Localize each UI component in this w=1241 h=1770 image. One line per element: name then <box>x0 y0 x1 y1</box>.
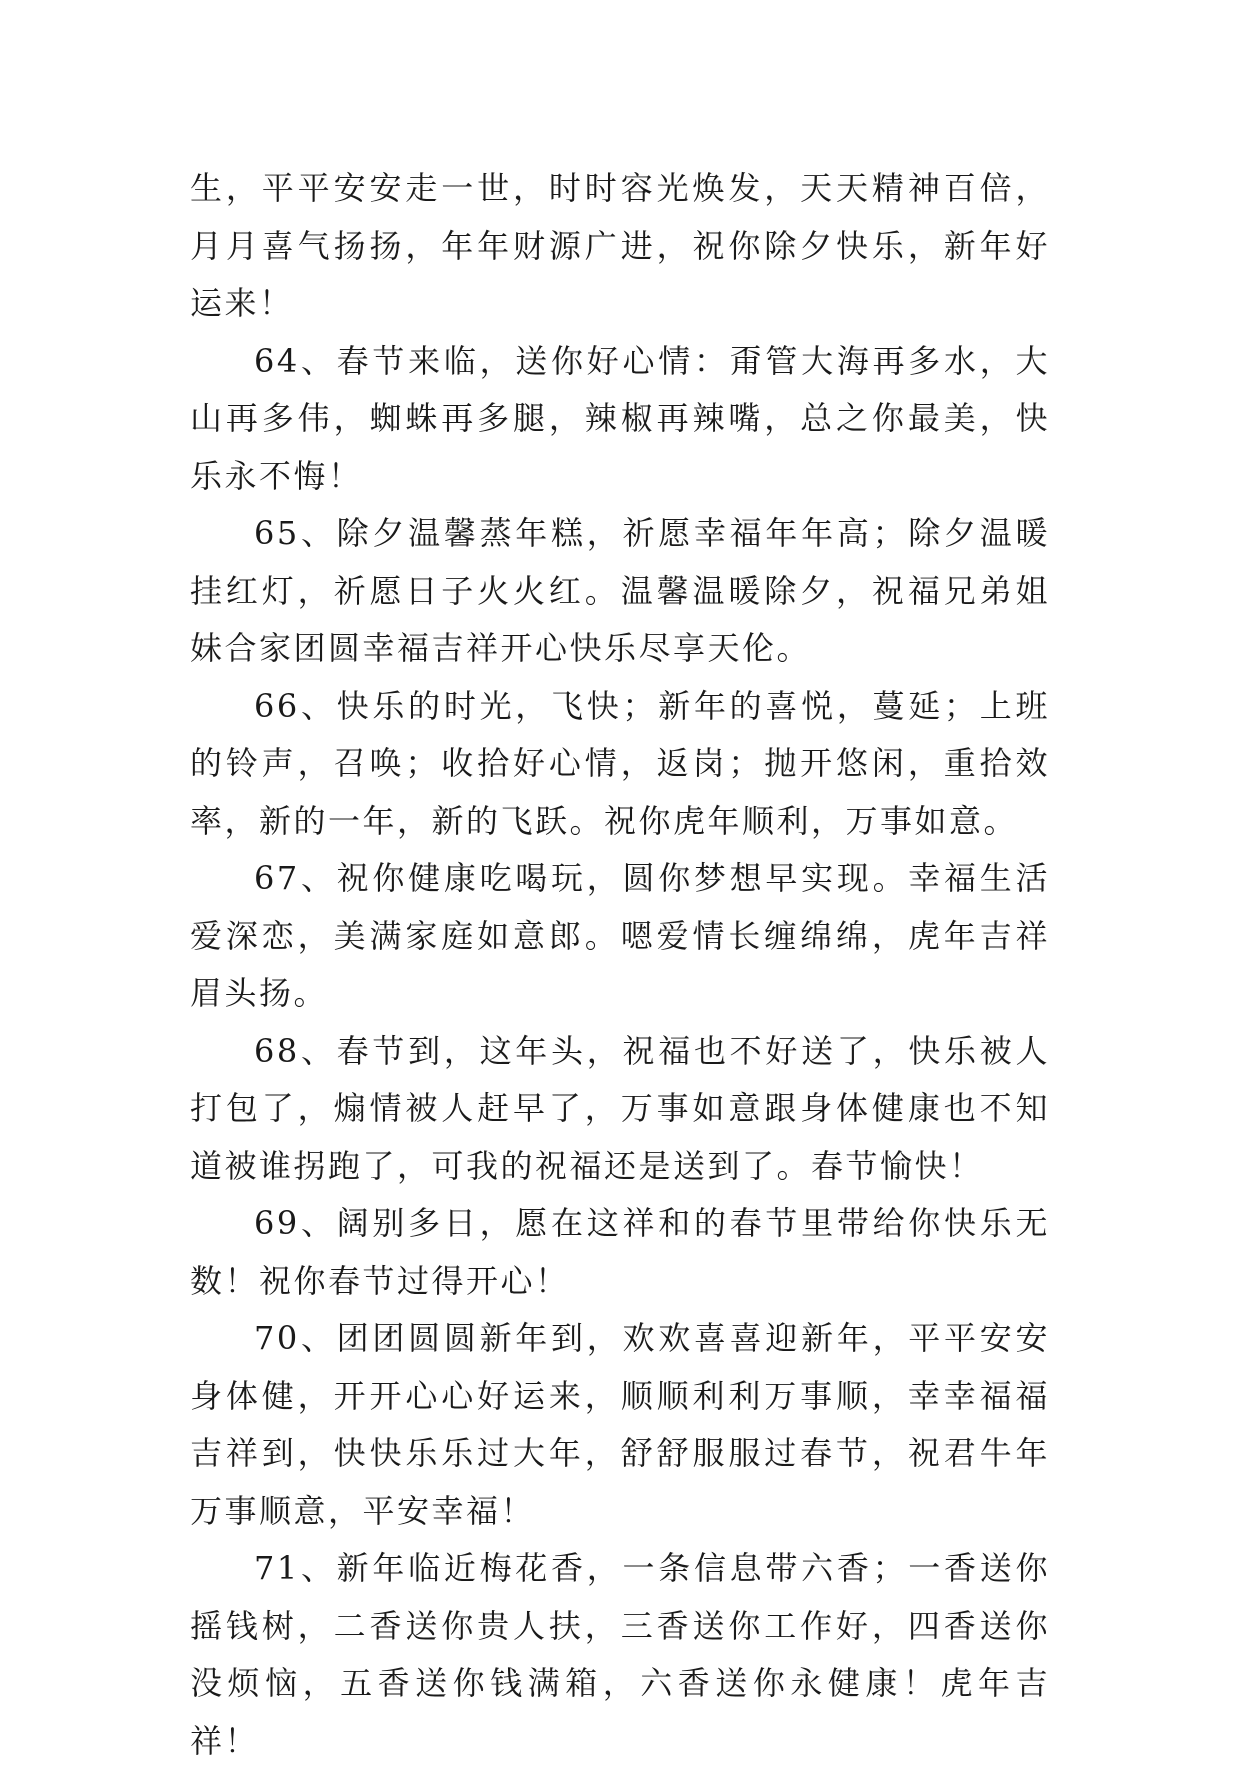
paragraph-69: 69、阔别多日，愿在这祥和的春节里带给你快乐无数！祝你春节过得开心！ <box>190 1204 1050 1300</box>
document-body <box>190 160 1050 1770</box>
paragraph-68: 68、春节到，这年头，祝福也不好送了，快乐被人打包了，煽情被人赶早了，万事如意跟身体健康也不知道被谁拐跑了，可我的祝福还是送到了。春节愉快！ <box>190 1031 1050 1185</box>
paragraph-66: 66、快乐的时光，飞快；新年的喜悦，蔓延；上班的铃声，召唤；收拾好心情，返岗；抛开悠闲，重拾效率，新的一年，新的飞跃。祝你虎年顺利，万事如意。 <box>190 686 1050 840</box>
paragraph-70: 70、团团圆圆新年到，欢欢喜喜迎新年，平平安安身体健，开开心心好运来，顺顺利利万事顺，幸幸福福吉祥到，快快乐乐过大年，舒舒服服过春节，祝君牛年万事顺意，平安幸福！ <box>190 1319 1050 1530</box>
paragraph-64: 64、春节来临，送你好心情：甭管大海再多水，大山再多伟，蜘蛛再多腿，辣椒再辣嘴，总之你最美，快乐永不悔！ <box>190 341 1050 495</box>
paragraph-65: 65、除夕温馨蒸年糕，祈愿幸福年年高；除夕温暖挂红灯，祈愿日子火火红。温馨温暖除夕，祝福兄弟姐妹合家团圆幸福吉祥开心快乐尽享天伦。 <box>190 514 1050 667</box>
paragraph-continuation: 生，平平安安走一世，时时容光焕发，天天精神百倍，月月喜气扬扬，年年财源广进，祝你除夕快乐，新年好运来！ <box>190 169 1050 322</box>
paragraph-71: 71、新年临近梅花香，一条信息带六香；一香送你摇钱树，二香送你贵人扶，三香送你工作好，四香送你没烦恼，五香送你钱满箱，六香送你永健康！虎年吉祥！ <box>190 1549 1050 1760</box>
paragraph-67: 67、祝你健康吃喝玩，圆你梦想早实现。幸福生活爱深恋，美满家庭如意郎。嗯爱情长缠绵绵，虎年吉祥眉头扬。 <box>190 859 1050 1012</box>
